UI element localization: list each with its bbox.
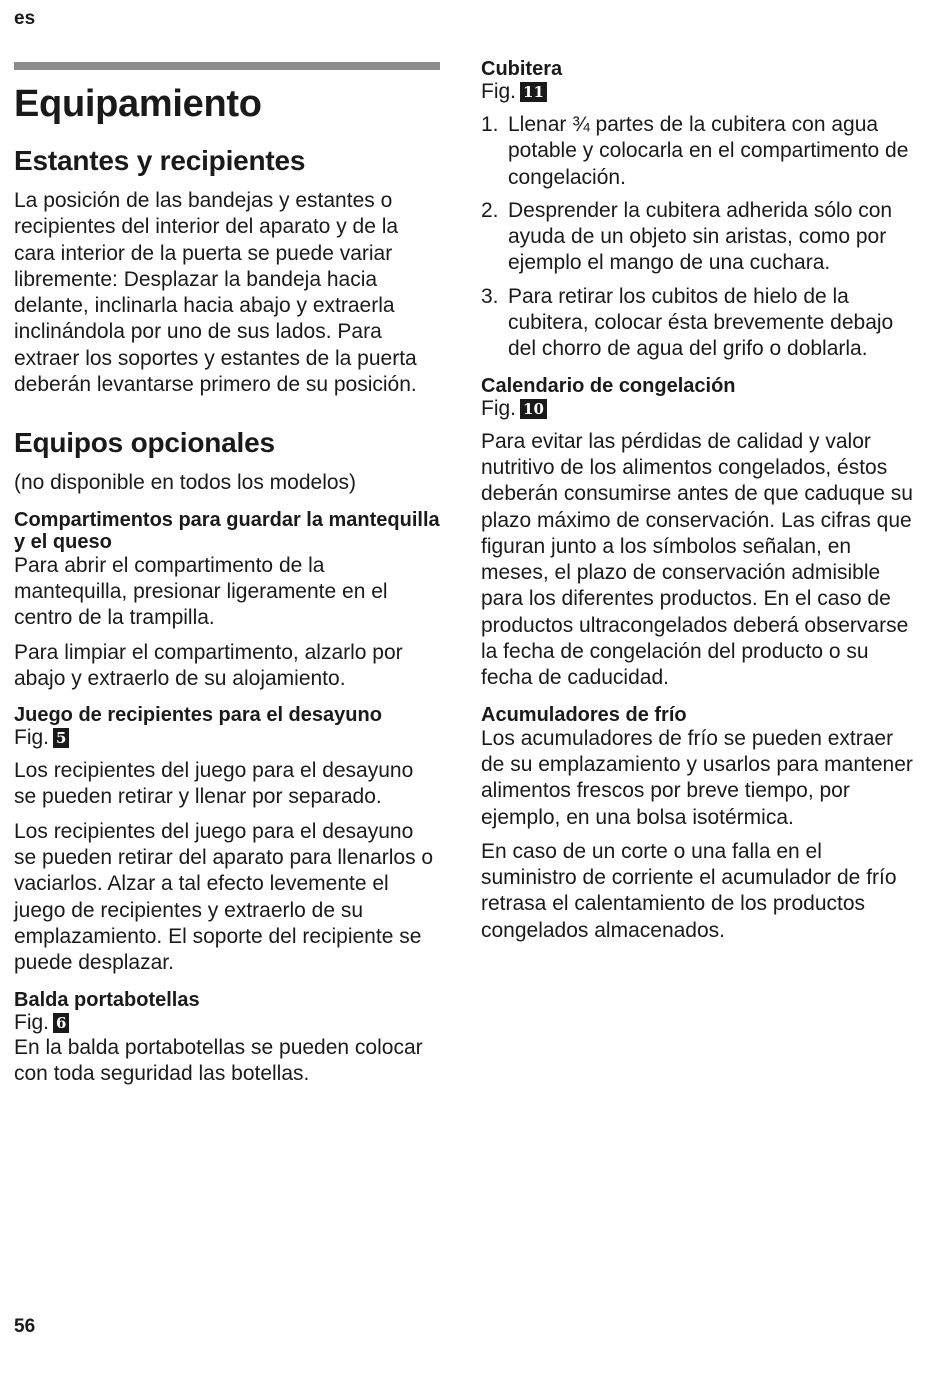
figure-label: Fig.: [14, 1010, 50, 1034]
freezing-calendar-paragraph: Para evitar las pérdidas de calidad y valor nutritivo de los alimentos congelados, éstos deberán consumirse antes de que caduque su plazo máximo de conservación. Las cifras que figuran junto a los símbolos señalan, en meses, el plazo de conservación admisible para los diferentes productos. En el caso de productos ultracongelados deberá observarse la fecha de congelación del producto o su fecha de caducidad.: [481, 429, 913, 690]
bottle-figure-ref: [14, 1011, 440, 1035]
breakfast-paragraph-1: Los recipientes del juego para el desayuno se pueden retirar y llenar por separado.: [14, 759, 414, 809]
bottle-shelf-heading: Balda portabotellas: [14, 988, 200, 1011]
figure-label: Fig.: [481, 80, 517, 103]
figure-number-badge: 10: [520, 399, 547, 419]
step-text: Para retirar los cubitos de hielo de la cubitera, colocar ésta brevemente debajo del chorro de agua del grifo o doblarla.: [508, 284, 894, 361]
step-number: 1.: [481, 113, 499, 136]
figure-label: Fig.: [481, 396, 517, 420]
breakfast-paragraph-2: Los recipientes del juego para el desayuno se pueden retirar del aparato para llenarlos o vaciarlos. Alzar a tal efecto levemente el juego de recipientes y extraerlo de su emplazamiento. El soporte del recipiente se puede desplazar.: [14, 819, 434, 975]
breakfast-figure-ref: [14, 726, 440, 750]
ice-tray-figure-ref: [481, 80, 921, 104]
list-item: [481, 198, 921, 277]
figure-number-badge: 6: [53, 1013, 69, 1033]
cold-packs-paragraph-1: Los acumuladores de frío se pueden extraer de su emplazamiento y usarlos para mantener alimentos frescos por breve tiempo, por ejemplo, en una bolsa isotérmica.: [481, 726, 913, 829]
ice-tray-heading: Cubitera: [481, 58, 563, 80]
figure-number-badge: 11: [520, 82, 547, 102]
step-number: 3.: [481, 284, 499, 308]
freezing-calendar-heading: Calendario de congelación: [481, 374, 736, 397]
butter-heading: Compartimentos para guardar la mantequilla y el queso: [14, 508, 440, 553]
butter-paragraph-1: Para abrir el compartimento de la mantequilla, presionar ligeramente en el centro de la trampilla.: [14, 553, 388, 630]
language-code: es: [14, 8, 36, 29]
figure-label: Fig.: [14, 726, 50, 750]
section-heading-optional: Equipos opcionales: [14, 427, 275, 459]
cold-packs-heading: Acumuladores de frío: [481, 703, 687, 726]
step-number: 2.: [481, 198, 499, 222]
list-item: [481, 112, 921, 191]
breakfast-heading: Juego de recipientes para el desayuno: [14, 704, 382, 727]
ice-tray-steps: [481, 112, 921, 363]
figure-number-badge: 5: [53, 728, 69, 748]
section-heading-shelves: Estantes y recipientes: [14, 145, 306, 176]
step-text: Desprender la cubitera adherida sólo con ayuda de un objeto sin aristas, como por ejemplo el mango de una cuchara.: [508, 198, 893, 275]
optional-note: (no disponible en todos los modelos): [14, 471, 357, 495]
list-item: [481, 284, 921, 363]
page-number: 56: [14, 1316, 36, 1337]
freezing-calendar-figure-ref: [481, 397, 921, 421]
title-rule: [14, 62, 440, 70]
left-column: [14, 62, 440, 1095]
right-column: [481, 58, 921, 952]
cold-packs-paragraph-2: En caso de un corte o una falla en el suministro de corriente el acumulador de frío retrasa el calentamiento de los productos congelados almacenados.: [481, 839, 897, 942]
bottle-shelf-paragraph: En la balda portabotellas se pueden colocar con toda seguridad las botellas.: [14, 1035, 423, 1085]
butter-paragraph-2: Para limpiar el compartimento, alzarlo por abajo y extraerlo de su alojamiento.: [14, 640, 403, 690]
shelves-paragraph: La posición de las bandejas y estantes o recipientes del interior del aparato y de la cara interior de la puerta se puede variar libremente: Desplazar la bandeja hacia delante, inclinarla hacia abajo y extraerla inclinándola por uno de sus lados. Para extraer los soportes y estantes de la puerta deberán levantarse primero de su posición.: [14, 189, 417, 397]
step-text: Llenar ¾ partes de la cubitera con agua potable y colocarla en el compartimento de congelación.: [508, 113, 909, 189]
page-title: Equipamiento: [14, 83, 262, 125]
